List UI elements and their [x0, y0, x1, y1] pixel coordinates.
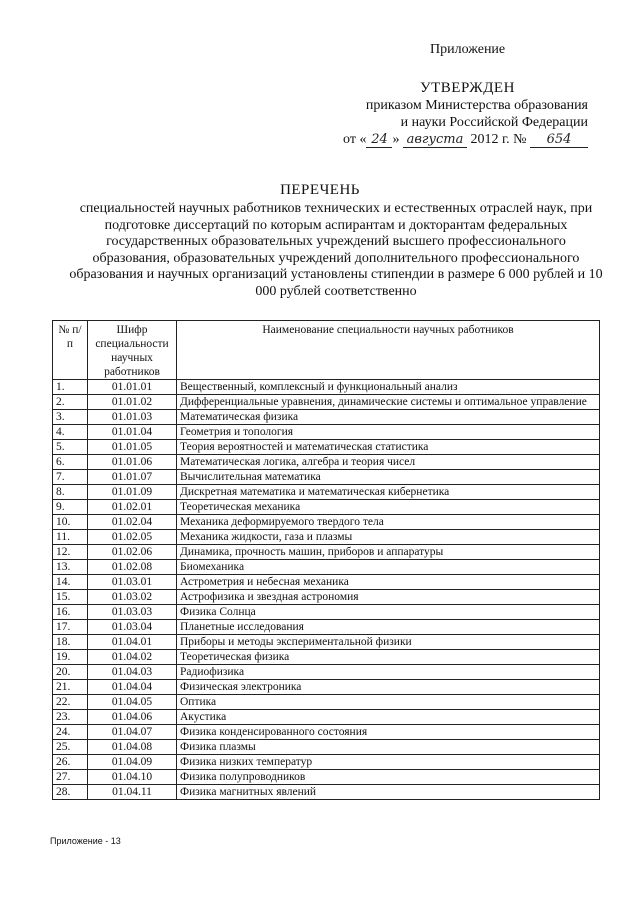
row-num: 15.: [53, 590, 88, 605]
row-code: 01.03.02: [88, 590, 177, 605]
row-num: 5.: [53, 440, 88, 455]
row-num: 16.: [53, 605, 88, 620]
table-row: [53, 665, 600, 680]
row-name: Теоретическая физика: [177, 650, 600, 665]
date-prefix: от «: [343, 132, 367, 147]
row-code: 01.04.02: [88, 650, 177, 665]
table-row: [53, 470, 600, 485]
row-num: 20.: [53, 665, 88, 680]
specialties-table: [52, 320, 600, 800]
table-row: [53, 785, 600, 800]
row-code: 01.04.05: [88, 695, 177, 710]
page-footer: Приложение - 13: [50, 836, 121, 846]
row-code: 01.04.06: [88, 710, 177, 725]
table-row: [53, 740, 600, 755]
row-code: 01.04.04: [88, 680, 177, 695]
row-code: 01.04.09: [88, 755, 177, 770]
row-name: Оптика: [177, 695, 600, 710]
row-name: Геометрия и топология: [177, 425, 600, 440]
row-code: 01.01.07: [88, 470, 177, 485]
row-num: 11.: [53, 530, 88, 545]
row-code: 01.01.01: [88, 380, 177, 395]
row-num: 8.: [53, 485, 88, 500]
date-month: августа: [403, 133, 467, 148]
table-row: [53, 515, 600, 530]
row-num: 27.: [53, 770, 88, 785]
row-num: 17.: [53, 620, 88, 635]
table-header-row: [53, 321, 600, 380]
row-name: Математическая логика, алгебра и теория чисел: [177, 455, 600, 470]
date-mid: »: [392, 132, 400, 147]
row-name: Механика жидкости, газа и плазмы: [177, 530, 600, 545]
table-row: [53, 635, 600, 650]
row-name: Физика конденсированного состояния: [177, 725, 600, 740]
table-row: [53, 485, 600, 500]
row-name: Физическая электроника: [177, 680, 600, 695]
row-num: 14.: [53, 575, 88, 590]
order-line-2: и науки Российской Федерации: [400, 115, 588, 130]
table-row: [53, 695, 600, 710]
row-num: 25.: [53, 740, 88, 755]
row-code: 01.03.04: [88, 620, 177, 635]
date-day: 24: [366, 133, 392, 148]
row-num: 10.: [53, 515, 88, 530]
table-row: [53, 455, 600, 470]
row-code: 01.02.06: [88, 545, 177, 560]
table-row: [53, 530, 600, 545]
row-code: 01.04.10: [88, 770, 177, 785]
table-row: [53, 755, 600, 770]
table-row: [53, 650, 600, 665]
row-name: Теоретическая механика: [177, 500, 600, 515]
row-name: Планетные исследования: [177, 620, 600, 635]
row-code: 01.04.11: [88, 785, 177, 800]
row-name: Теория вероятностей и математическая статистика: [177, 440, 600, 455]
row-num: 2.: [53, 395, 88, 410]
row-name: Физика полупроводников: [177, 770, 600, 785]
row-name: Дифференциальные уравнения, динамические системы и оптимальное управление: [177, 395, 600, 410]
table-row: [53, 770, 600, 785]
date-year: 2012 г. №: [470, 132, 527, 147]
approved-label: УТВЕРЖДЕН: [420, 80, 515, 96]
row-name: Радиофизика: [177, 665, 600, 680]
row-name: Акустика: [177, 710, 600, 725]
row-num: 3.: [53, 410, 88, 425]
document-title: ПЕРЕЧЕНЬ: [280, 182, 360, 198]
row-num: 21.: [53, 680, 88, 695]
row-name: Приборы и методы экспериментальной физики: [177, 635, 600, 650]
row-name: Физика низких температур: [177, 755, 600, 770]
table-row: [53, 410, 600, 425]
row-code: 01.01.04: [88, 425, 177, 440]
row-code: 01.01.02: [88, 395, 177, 410]
row-num: 19.: [53, 650, 88, 665]
row-code: 01.03.01: [88, 575, 177, 590]
row-num: 22.: [53, 695, 88, 710]
table-row: [53, 440, 600, 455]
row-num: 23.: [53, 710, 88, 725]
row-code: 01.01.03: [88, 410, 177, 425]
row-name: Астрофизика и звездная астрономия: [177, 590, 600, 605]
table-row: [53, 560, 600, 575]
row-code: 01.04.08: [88, 740, 177, 755]
row-num: 13.: [53, 560, 88, 575]
header-num: № п/п: [53, 321, 88, 380]
table-row: [53, 380, 600, 395]
row-name: Дискретная математика и математическая кибернетика: [177, 485, 600, 500]
row-name: Физика плазмы: [177, 740, 600, 755]
row-name: Механика деформируемого твердого тела: [177, 515, 600, 530]
row-code: 01.01.06: [88, 455, 177, 470]
table-row: [53, 590, 600, 605]
row-num: 24.: [53, 725, 88, 740]
row-num: 4.: [53, 425, 88, 440]
row-num: 26.: [53, 755, 88, 770]
row-num: 12.: [53, 545, 88, 560]
row-code: 01.01.05: [88, 440, 177, 455]
header-name: Наименование специальности научных работников: [177, 321, 600, 380]
table-row: [53, 725, 600, 740]
row-code: 01.02.04: [88, 515, 177, 530]
row-num: 28.: [53, 785, 88, 800]
row-code: 01.03.03: [88, 605, 177, 620]
row-num: 9.: [53, 500, 88, 515]
row-name: Динамика, прочность машин, приборов и аппаратуры: [177, 545, 600, 560]
table-row: [53, 500, 600, 515]
header-code: Шифр специальности научных работников: [88, 321, 177, 380]
table-row: [53, 710, 600, 725]
order-number: 654: [530, 133, 588, 148]
table-row: [53, 620, 600, 635]
row-num: 1.: [53, 380, 88, 395]
row-name: Биомеханика: [177, 560, 600, 575]
row-num: 18.: [53, 635, 88, 650]
appendix-label: Приложение: [430, 42, 506, 57]
order-date-line: [343, 132, 588, 148]
row-code: 01.04.07: [88, 725, 177, 740]
row-num: 6.: [53, 455, 88, 470]
row-code: 01.02.01: [88, 500, 177, 515]
row-name: Физика Солнца: [177, 605, 600, 620]
row-code: 01.02.05: [88, 530, 177, 545]
row-name: Вещественный, комплексный и функциональный анализ: [177, 380, 600, 395]
row-name: Математическая физика: [177, 410, 600, 425]
row-code: 01.01.09: [88, 485, 177, 500]
row-name: Вычислительная математика: [177, 470, 600, 485]
row-code: 01.04.03: [88, 665, 177, 680]
table-row: [53, 545, 600, 560]
table-row: [53, 425, 600, 440]
row-name: Физика магнитных явлений: [177, 785, 600, 800]
order-line-1: приказом Министерства образования: [365, 98, 588, 113]
table-row: [53, 605, 600, 620]
row-code: 01.04.01: [88, 635, 177, 650]
table-row: [53, 575, 600, 590]
table-row: [53, 395, 600, 410]
document-subtitle: специальностей научных работников технических и естественных отраслей наук, при подготовке диссертаций по которым аспирантам и докторантам федеральных государственных образовательных учреждений высшего профессионального образования, образовательных учреждений дополнительного профессионального образования и научных организаций установлены стипендии в размере 6 000 рублей и 10 000 рублей соответственно: [69, 201, 603, 299]
row-name: Астрометрия и небесная механика: [177, 575, 600, 590]
table-row: [53, 680, 600, 695]
row-num: 7.: [53, 470, 88, 485]
row-code: 01.02.08: [88, 560, 177, 575]
